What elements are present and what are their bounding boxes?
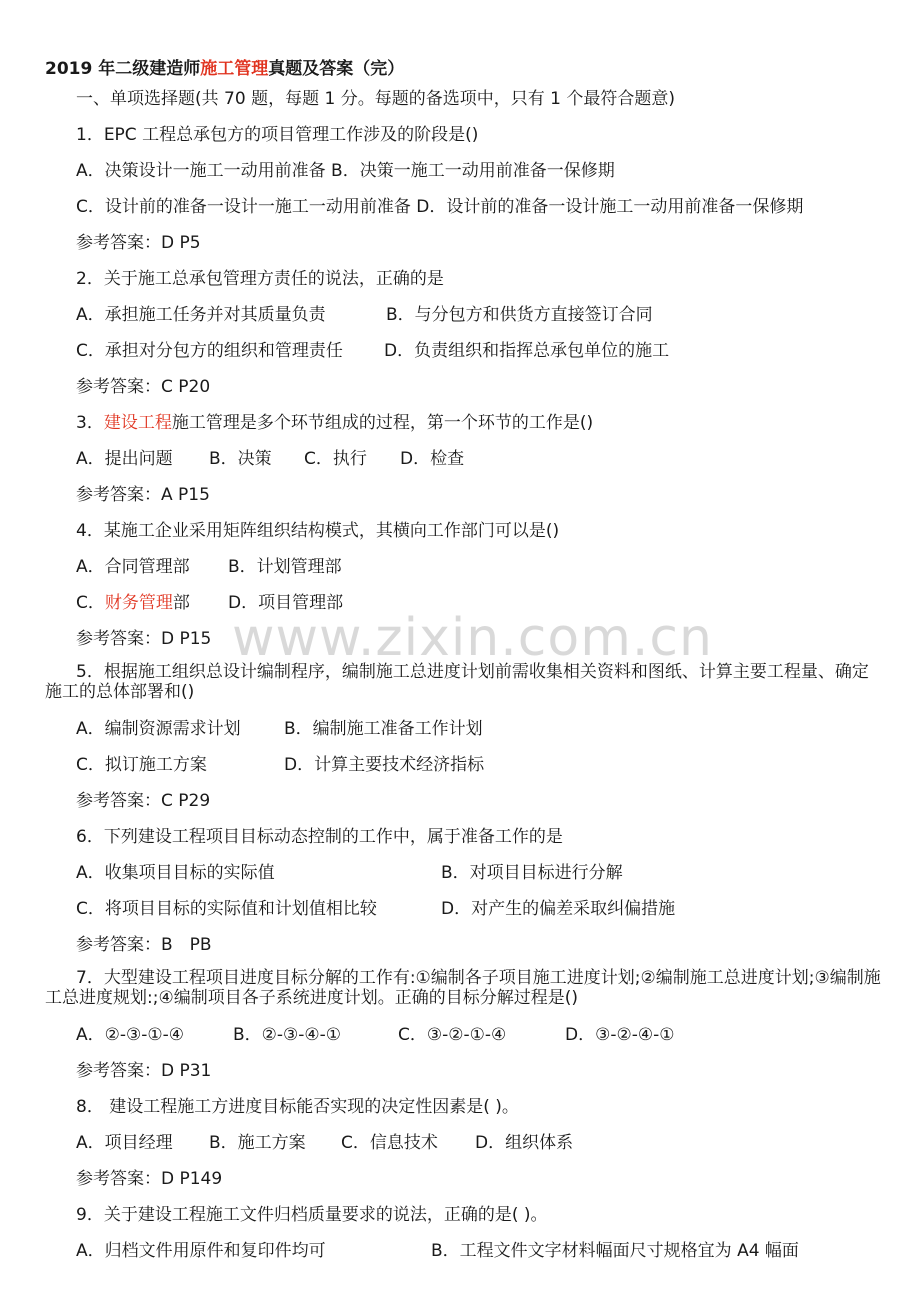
q4-option-d: D．项目管理部 [228,593,344,613]
q5-option-d: D．计算主要技术经济指标 [284,755,485,775]
q1-answer: 参考答案：D P5 [76,233,201,253]
watermark: www.zixin.com.cn [232,608,713,668]
q9-option-a: A．归档文件用原件和复印件均可 [76,1241,326,1261]
q4-option-c [76,592,190,614]
q3-option-b: B．决策 [209,449,272,469]
q5-stem: 5．根据施工组织总设计编制程序，编制施工总进度计划前需收集相关资料和图纸、计算主要工程量、确定施工的总体部署和() [45,662,869,702]
q3-option-c: C．执行 [304,449,367,469]
q8-option-a: A．项目经理 [76,1133,173,1153]
q3-option-a: A．提出问题 [76,449,173,469]
title-part-2: 真题及答案（完） [268,59,405,79]
q3-answer: 参考答案：A P15 [76,485,210,505]
q7-answer: 参考答案：D P31 [76,1061,212,1081]
q4-option-c-label: C． [76,593,105,613]
q4-option-a: A．合同管理部 [76,557,190,577]
q5-option-a: A．编制资源需求计划 [76,719,241,739]
q7-option-a: A．②-③-①-④ [76,1025,184,1045]
q2-option-b: B．与分包方和供货方直接签订合同 [386,305,653,325]
q6-option-b: B．对项目目标进行分解 [441,863,623,883]
q7-option-d: D．③-②-④-① [565,1025,675,1045]
q4-option-c-suffix: 部 [172,593,190,613]
q6-stem: 6．下列建设工程项目目标动态控制的工作中，属于准备工作的是 [76,827,563,847]
q8-option-c: C．信息技术 [341,1133,438,1153]
q9-stem: 9．关于建设工程施工文件归档质量要求的说法，正确的是( )。 [76,1205,548,1225]
title-part-1: 2019 年二级建造师 [45,59,201,79]
q2-option-d: D．负责组织和指挥总承包单位的施工 [384,341,670,361]
q7-option-c: C．③-②-①-④ [398,1025,507,1045]
q6-option-a: A．收集项目目标的实际值 [76,863,275,883]
q4-option-b: B．计划管理部 [228,557,342,577]
q5-option-b: B．编制施工准备工作计划 [284,719,483,739]
q3-link[interactable]: 建设工程 [103,413,172,433]
q8-answer: 参考答案：D P149 [76,1169,223,1189]
q8-option-b: B．施工方案 [209,1133,306,1153]
q7-option-b: B．②-③-④-① [233,1025,342,1045]
q2-answer: 参考答案：C P20 [76,377,211,397]
q6-option-c: C．将项目目标的实际值和计划值相比较 [76,899,377,919]
q3-text: 施工管理是多个环节组成的过程，第一个环节的工作是() [171,413,594,433]
q9-option-b: B．工程文件文字材料幅面尺寸规格宜为 A4 幅面 [431,1241,799,1261]
q5-answer: 参考答案：C P29 [76,791,211,811]
title-link[interactable]: 施工管理 [200,59,269,79]
q2-option-a: A．承担施工任务并对其质量负责 [76,305,326,325]
q8-stem: 8． 建设工程施工方进度目标能否实现的决定性因素是( )。 [76,1097,519,1117]
q7-stem: 7．大型建设工程项目进度目标分解的工作有:①编制各子项目施工进度计划;②编制施工总进度计划;③编制施工总进度规划:;④编制项目各子系统进度计划。正确的目标分解过程是() [45,968,881,1008]
q4-answer: 参考答案：D P15 [76,629,212,649]
q4-option-c-link[interactable]: 财务管理 [104,593,173,613]
q2-stem: 2．关于施工总承包管理方责任的说法，正确的是 [76,269,444,289]
q8-option-d: D．组织体系 [475,1133,574,1153]
section-heading: 一、单项选择题(共 70 题，每题 1 分。每题的备选项中，只有 1 个最符合题意) [76,89,675,109]
q6-option-d: D．对产生的偏差采取纠偏措施 [441,899,676,919]
q3-number: 3． [76,413,104,433]
q3-stem [76,412,593,434]
q4-stem: 4．某施工企业采用矩阵组织结构模式，其横向工作部门可以是() [76,521,560,541]
q6-answer: 参考答案：B PB [76,935,212,955]
q5-option-c: C．拟订施工方案 [76,755,207,775]
q3-option-d: D．检查 [400,449,465,469]
document-title [45,58,404,80]
q1-options-ab: A．决策设计一施工一动用前准备 B．决策一施工一动用前准备一保修期 [76,161,615,181]
q1-stem: 1．EPC 工程总承包方的项目管理工作涉及的阶段是() [76,125,479,145]
q1-options-cd: C．设计前的准备一设计一施工一动用前准备 D．设计前的准备一设计施工一动用前准备一保修期 [76,197,804,217]
q2-option-c: C．承担对分包方的组织和管理责任 [76,341,343,361]
